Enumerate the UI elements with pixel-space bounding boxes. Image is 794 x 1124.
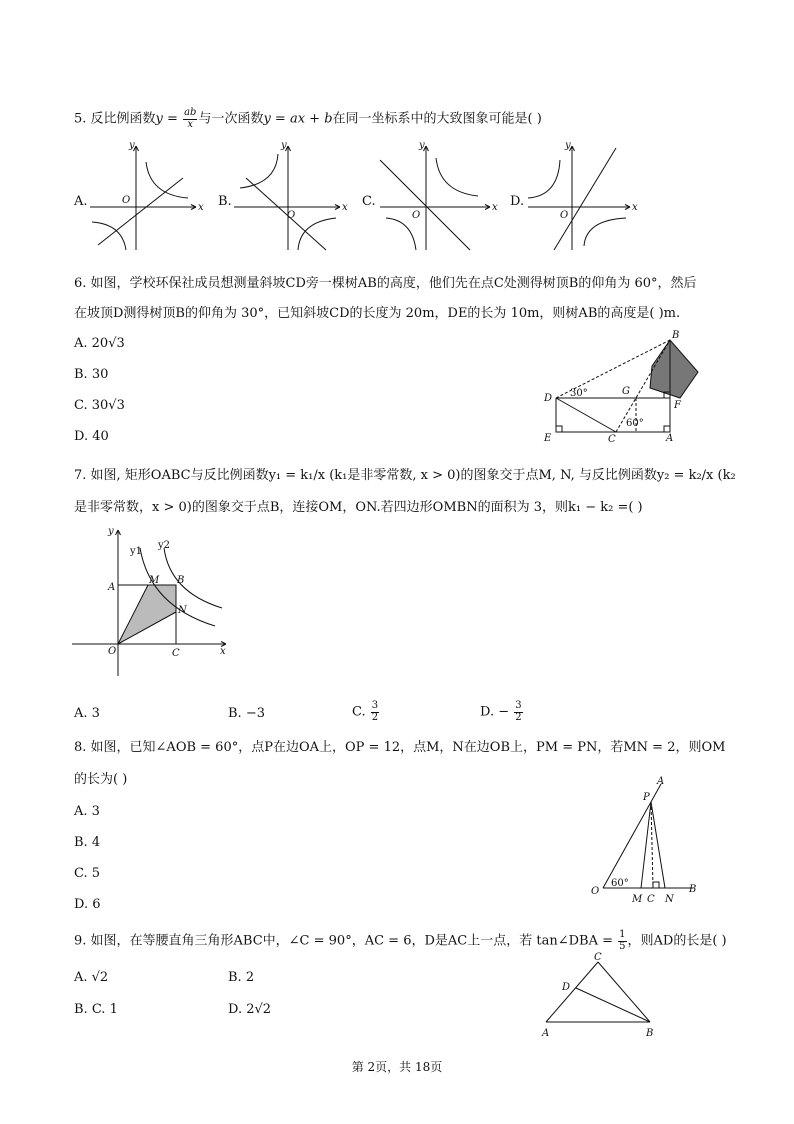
q6-option-d[interactable]: D. 40 bbox=[74, 429, 109, 444]
q5-func2: y = ax + b bbox=[263, 111, 333, 127]
q5-d-y: y bbox=[565, 140, 571, 151]
q8-label-b: B bbox=[689, 884, 697, 895]
q5-graph-a bbox=[88, 140, 208, 252]
q5-func1-den: x bbox=[187, 118, 194, 130]
q5-d-x: x bbox=[632, 202, 638, 213]
q7-label-n: N bbox=[178, 605, 187, 616]
q9-stem-pre: 9. 如图，在等腰直角三角形ABC中，∠C = 90°，AC = 6，D是AC上一点，若 tan∠DBA = bbox=[74, 933, 613, 949]
q9-figure bbox=[538, 948, 668, 1040]
q9-label-b: B bbox=[646, 1028, 654, 1039]
q5-b-o: O bbox=[287, 210, 296, 221]
q7-c-den: 2 bbox=[371, 711, 379, 723]
q7-label-c: C bbox=[172, 648, 180, 659]
q7-label-y: y bbox=[108, 526, 114, 537]
q7-d-num: 3 bbox=[515, 700, 522, 711]
q7-label-y2: y2 bbox=[158, 540, 171, 551]
q6-option-c[interactable]: C. 30√3 bbox=[74, 398, 125, 413]
q5-stem-mid: 与一次函数 bbox=[198, 111, 264, 127]
q8-label-p: P bbox=[643, 792, 650, 803]
q6-label-f: F bbox=[674, 400, 681, 411]
q5-option-b-label[interactable]: B. bbox=[218, 194, 232, 209]
q7-d-den: 2 bbox=[515, 711, 522, 723]
q7-label-m: M bbox=[149, 575, 160, 586]
q5-stem-post: 在同一坐标系中的大致图象可能是( ) bbox=[332, 111, 542, 127]
q7-quad-shade bbox=[118, 585, 176, 644]
q7-option-c-prefix: C. bbox=[352, 704, 366, 720]
q6-label-e: E bbox=[544, 433, 552, 444]
q9-label-a: A bbox=[542, 1028, 550, 1039]
q7-option-c[interactable] bbox=[352, 701, 380, 723]
q6-option-b[interactable]: B. 30 bbox=[74, 367, 109, 382]
q7-label-b: B bbox=[177, 575, 185, 586]
q5-stem-pre: 5. 反比例函数 bbox=[74, 111, 156, 127]
q5-option-a-label[interactable]: A. bbox=[74, 194, 88, 209]
q9-den: 5 bbox=[619, 940, 626, 952]
q5-graph-d bbox=[526, 140, 646, 252]
q8-figure bbox=[585, 776, 715, 906]
q7-stem-line2: 是非零常数，x > 0)的图象交于点B，连接OM，ON.若四边形OMBN的面积为 3，则k₁ − k₂ =( ) bbox=[74, 500, 643, 515]
q7-option-d-fraction bbox=[514, 701, 522, 723]
q9-num: 1 bbox=[619, 929, 626, 940]
q5-func1-lhs: y = bbox=[155, 111, 178, 127]
q9-option-a[interactable]: A. √2 bbox=[74, 970, 109, 985]
q7-option-c-fraction bbox=[371, 701, 379, 723]
q5-option-c-label[interactable]: C. bbox=[362, 194, 376, 209]
q8-stem-line2: 的长为( ) bbox=[74, 772, 128, 787]
q6-tree-shape bbox=[650, 340, 698, 398]
q5-a-x: x bbox=[198, 202, 204, 213]
q6-label-g: G bbox=[622, 386, 630, 397]
q7-label-x: x bbox=[220, 646, 226, 657]
q5-d-o: O bbox=[560, 210, 569, 221]
q8-angle-60: 60° bbox=[611, 878, 629, 889]
q8-option-a[interactable]: A. 3 bbox=[74, 804, 100, 819]
q5-c-y: y bbox=[419, 140, 425, 151]
q5-func1-fraction bbox=[183, 108, 197, 130]
q5-c-o: O bbox=[412, 210, 421, 221]
q9-label-d: D bbox=[562, 982, 571, 993]
q7-stem-line1: 7. 如图, 矩形OABC与反比例函数y₁ = k₁/x (k₁是非零常数, x > 0)的图象交于点M, N, 与反比例函数y₂ = k₂/x (k₂ bbox=[74, 468, 736, 483]
q9-option-d[interactable]: D. 2√2 bbox=[228, 1002, 272, 1017]
q7-label-a: A bbox=[108, 582, 116, 593]
q6-label-c: C bbox=[608, 434, 616, 445]
q5-graph-b bbox=[232, 140, 352, 252]
q7-option-b[interactable]: B. −3 bbox=[228, 706, 265, 721]
q8-label-c: C bbox=[647, 894, 655, 905]
q9-label-c: C bbox=[594, 952, 602, 963]
q8-label-o: O bbox=[591, 886, 600, 897]
q8-label-m: M bbox=[632, 894, 643, 905]
q7-figure bbox=[70, 526, 240, 676]
q7-c-num: 3 bbox=[371, 700, 379, 711]
q8-label-n: N bbox=[665, 894, 674, 905]
q5-b-y: y bbox=[281, 140, 287, 151]
q9-stem-post: ，则AD的长是( ) bbox=[627, 933, 727, 949]
q6-figure bbox=[540, 328, 700, 446]
q5-func1-num: ab bbox=[184, 107, 197, 118]
q7-option-d-prefix: D. − bbox=[480, 704, 510, 720]
q8-stem-line1: 8. 如图，已知∠AOB = 60°，点P在边OA上，OP = 12，点M，N在边OB上，PM = PN，若MN = 2，则OM bbox=[74, 740, 726, 755]
q5-a-o: O bbox=[122, 195, 131, 206]
q6-option-a[interactable]: A. 20√3 bbox=[74, 336, 125, 351]
q8-option-d[interactable]: D. 6 bbox=[74, 897, 101, 912]
q5-a-y: y bbox=[129, 140, 135, 151]
q6-stem-line2: 在坡顶D测得树顶B的仰角为 30°，已知斜坡CD的长度为 20m，DE的长为 10m，则树AB的高度是( )m. bbox=[74, 306, 681, 321]
q5-graph-c bbox=[378, 140, 498, 252]
q6-stem-line1: 6. 如图，学校环保社成员想测量斜坡CD旁一棵树AB的高度，他们先在点C处测得树顶B的仰角为 60°，然后 bbox=[74, 276, 697, 291]
q6-angle-30: 30° bbox=[570, 388, 588, 399]
q7-label-y1: y1 bbox=[130, 546, 143, 557]
q5-c-x: x bbox=[492, 202, 498, 213]
q6-angle-60: 60° bbox=[626, 418, 644, 429]
q7-label-o: O bbox=[108, 646, 117, 657]
q8-option-b[interactable]: B. 4 bbox=[74, 835, 101, 850]
q5-option-d-label[interactable]: D. bbox=[510, 194, 525, 209]
page-footer: 第 2页，共 18页 bbox=[351, 1060, 443, 1074]
q5-b-x: x bbox=[342, 202, 348, 213]
q8-option-c[interactable]: C. 5 bbox=[74, 866, 101, 881]
q7-option-a[interactable]: A. 3 bbox=[74, 706, 100, 721]
q5-stem bbox=[74, 108, 542, 130]
q9-option-b[interactable]: B. 2 bbox=[228, 970, 255, 985]
q6-label-d: D bbox=[544, 393, 553, 404]
q9-option-c[interactable]: B. C. 1 bbox=[74, 1002, 118, 1017]
q8-label-a: A bbox=[657, 776, 665, 787]
q7-option-d[interactable] bbox=[480, 701, 524, 723]
q6-label-b: B bbox=[672, 330, 680, 341]
q6-label-a: A bbox=[666, 433, 674, 444]
